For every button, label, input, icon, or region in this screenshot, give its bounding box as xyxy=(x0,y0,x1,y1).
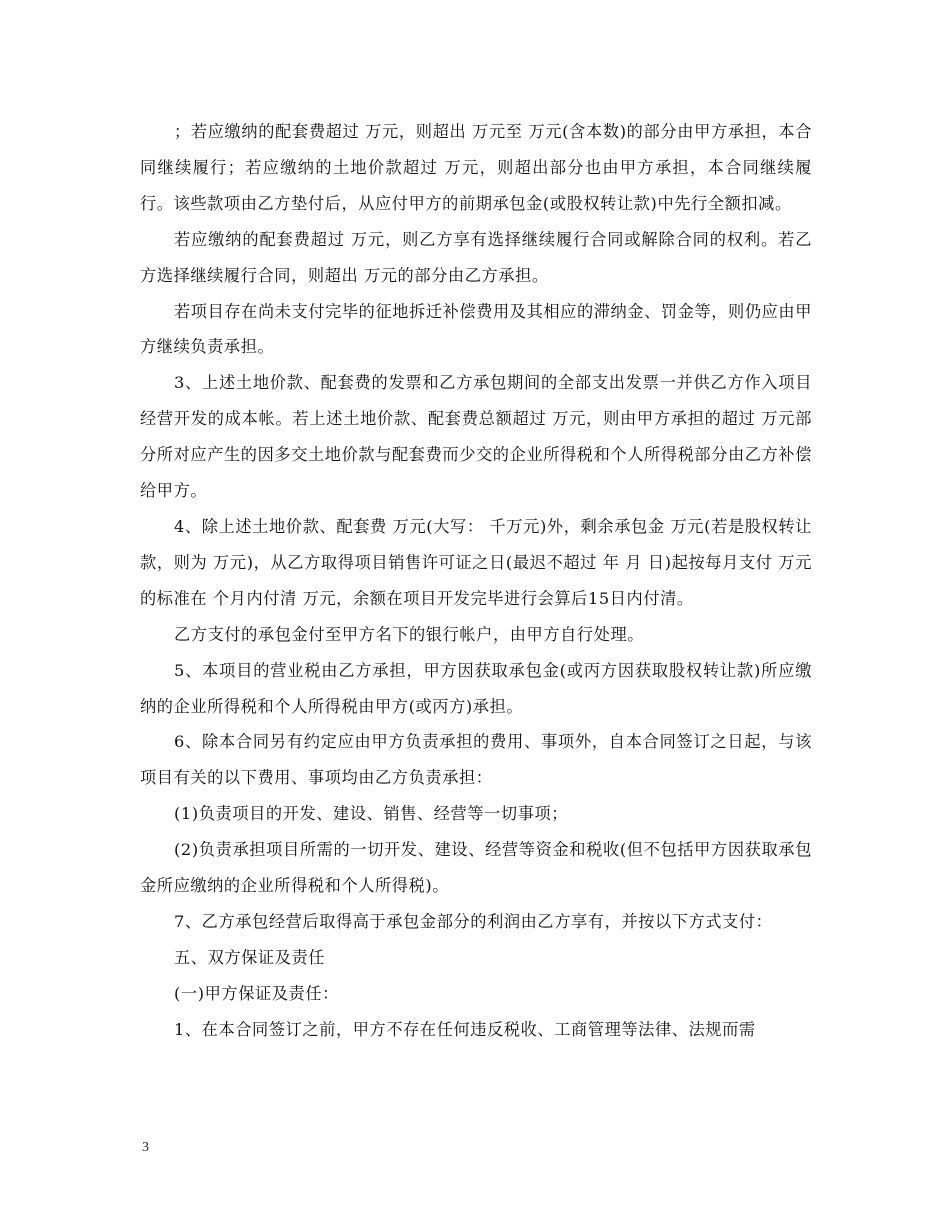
paragraph: 若应缴纳的配套费超过 万元，则乙方享有选择继续履行合同或解除合同的权利。若乙方选择继续履行合同，则超出 万元的部分由乙方承担。 xyxy=(140,229,812,285)
paragraph: 5、本项目的营业税由乙方承担，甲方因获取承包金(或丙方因获取股权转让款)所应缴纳的企业所得税和个人所得税由甲方(或丙方)承担。 xyxy=(140,660,812,716)
paragraph: 3、上述土地价款、配套费的发票和乙方承包期间的全部支出发票一并供乙方作入项目经营开发的成本帐。若上述土地价款、配套费总额超过 万元，则由甲方承担的超过 万元部分所对应产生的因多交土地价款与配套费而少交的企业所得税和个人所得税部分由乙方补偿给甲方。 xyxy=(140,373,812,501)
paragraph: ；若应缴纳的配套费超过 万元，则超出 万元至 万元(含本数)的部分由甲方承担，本合同继续履行；若应缴纳的土地价款超过 万元，则超出部分也由甲方承担，本合同继续履行。该些款项由乙方垫付后，从应付甲方的前期承包金(或股权转让款)中先行全额扣减。 xyxy=(140,122,812,213)
subsection-heading: (一)甲方保证及责任： xyxy=(174,983,339,1003)
list-item: (1)负责项目的开发、建设、销售、经营等一切事项； xyxy=(174,804,569,824)
section-heading: 五、双方保证及责任 xyxy=(174,947,326,967)
paragraph: 乙方支付的承包金付至甲方名下的银行帐户，由甲方自行处理。 xyxy=(174,624,645,644)
paragraph: 7、乙方承包经营后取得高于承包金部分的利润由乙方享有，并按以下方式支付： xyxy=(174,911,773,931)
page-number: 3 xyxy=(142,1140,149,1155)
page-body xyxy=(140,114,812,1048)
paragraph: 6、除本合同另有约定应由甲方负责承担的费用、事项外，自本合同签订之日起，与该项目有关的以下费用、事项均由乙方负责承担： xyxy=(140,732,812,788)
list-item: (2)负责承担项目所需的一切开发、建设、经营等资金和税收(但不包括甲方因获取承包金所应缴纳的企业所得税和个人所得税)。 xyxy=(140,840,812,896)
paragraph: 若项目存在尚未支付完毕的征地拆迁补偿费用及其相应的滞纳金、罚金等，则仍应由甲方继续负责承担。 xyxy=(140,301,812,357)
paragraph: 4、除上述土地价款、配套费 万元(大写： 千万元)外，剩余承包金 万元(若是股权转让款，则为 万元)，从乙方取得项目销售许可证之日(最迟不超过 年 月 日)起按每月支付 万元的标准在 个月内付清 万元，余额在项目开发完毕进行会算后15日内付清。 xyxy=(140,516,812,608)
paragraph: 1、在本合同签订之前，甲方不存在任何违反税收、工商管理等法律、法规而需 xyxy=(174,1019,756,1039)
